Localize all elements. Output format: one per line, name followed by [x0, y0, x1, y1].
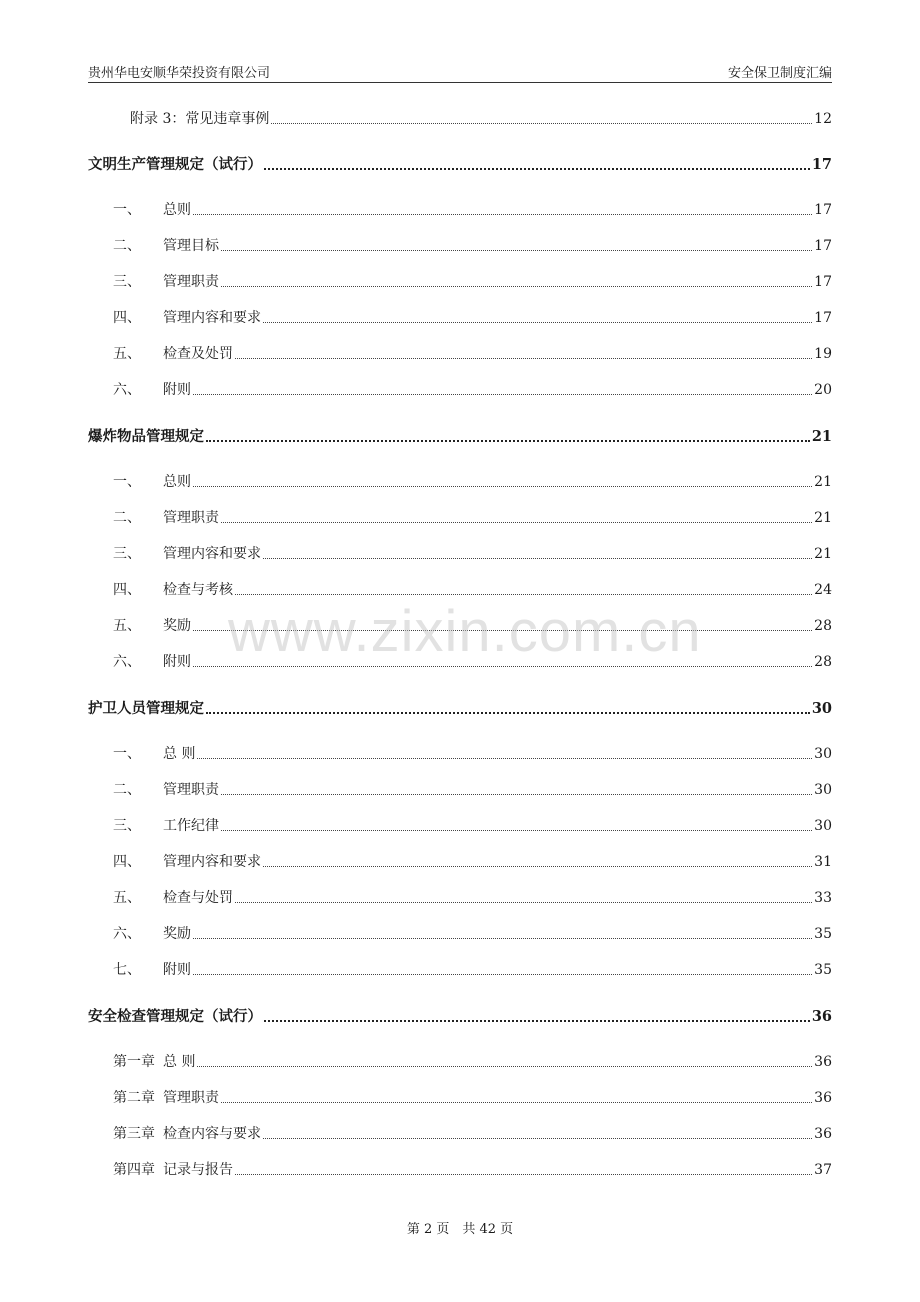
leader-dots: [193, 665, 812, 667]
leader-dots: [221, 793, 812, 795]
toc-page-number: 30: [814, 746, 832, 762]
leader-dots: [193, 937, 812, 939]
toc-entry[interactable]: [88, 743, 832, 763]
toc-entry-label: [113, 961, 191, 979]
toc-entry-text: 工作纪律: [163, 818, 219, 834]
header-company: 贵州华电安顺华荣投资有限公司: [88, 66, 271, 81]
toc-entry-label: [113, 509, 219, 527]
leader-dots: [197, 1065, 812, 1067]
page-footer: 第 2 页 共 42 页: [406, 1222, 514, 1237]
toc-section-heading[interactable]: [88, 426, 832, 446]
toc-entry[interactable]: [88, 959, 832, 979]
toc-entry-label: [113, 1053, 195, 1071]
toc-entry-number: 五、: [113, 618, 141, 634]
toc-page-number: 17: [811, 156, 832, 173]
toc-section-title: 安全检查管理规定（试行）: [88, 1008, 262, 1025]
toc-entry-text: 检查内容与要求: [163, 1126, 261, 1142]
toc-page-number: 12: [814, 111, 832, 127]
toc-entry-number: 第一章: [113, 1054, 155, 1070]
toc-entry[interactable]: [88, 1087, 832, 1107]
toc-entry-text: 管理职责: [163, 510, 219, 526]
toc-entry[interactable]: [88, 199, 832, 219]
toc-entry[interactable]: [88, 271, 832, 291]
toc-entry-number: 一、: [113, 746, 141, 762]
toc-page-number: 21: [814, 510, 832, 526]
toc-page-number: 36: [814, 1090, 832, 1106]
toc-entry-label: [113, 201, 191, 219]
toc-entry-number: 一、: [113, 202, 141, 218]
toc-page-number: 17: [814, 274, 832, 290]
leader-dots: [235, 901, 812, 903]
toc-entry-number: 四、: [113, 582, 141, 598]
toc-entry-number: 二、: [113, 782, 141, 798]
toc-entry-text: 奖励: [163, 618, 191, 634]
toc-entry-number: 三、: [113, 274, 141, 290]
toc-entry[interactable]: [88, 779, 832, 799]
toc-entry-text: 管理职责: [163, 1090, 219, 1106]
toc-page-number: 30: [811, 700, 832, 717]
toc-entry-label: [113, 1125, 261, 1143]
toc-entry-number: 二、: [113, 238, 141, 254]
toc-page-number: 17: [814, 310, 832, 326]
toc-entry[interactable]: [88, 507, 832, 527]
toc-page-number: 36: [814, 1126, 832, 1142]
leader-dots: [271, 122, 812, 124]
toc-entry-number: 五、: [113, 346, 141, 362]
toc-page-number: 21: [811, 428, 832, 445]
page-header: [88, 64, 832, 83]
toc-entry-label: [113, 1161, 233, 1179]
toc-entry-text: 检查与考核: [163, 582, 233, 598]
toc-entry-label: [113, 381, 191, 399]
leader-dots: [235, 1173, 812, 1175]
toc-entry-text: 总则: [163, 202, 191, 218]
toc-page-number: 20: [814, 382, 832, 398]
toc-entry[interactable]: [88, 815, 832, 835]
toc-entry-number: 六、: [113, 654, 141, 670]
toc-page-number: 35: [814, 962, 832, 978]
header-title: 安全保卫制度汇编: [727, 66, 832, 81]
leader-dots: [193, 213, 812, 215]
toc-entry-label: [113, 581, 233, 599]
toc-entry-number: 第二章: [113, 1090, 155, 1106]
toc-entry-text: 检查及处罚: [163, 346, 233, 362]
toc-entry-number: 四、: [113, 310, 141, 326]
toc-section-heading[interactable]: [88, 1006, 832, 1026]
leader-dots: [264, 167, 810, 170]
toc-page-number: 36: [814, 1054, 832, 1070]
toc-section-heading[interactable]: [88, 154, 832, 174]
leader-dots: [263, 557, 812, 559]
toc-entry-appendix[interactable]: [88, 108, 832, 128]
toc-entry-number: 第三章: [113, 1126, 155, 1142]
toc-entry-text: 管理内容和要求: [163, 854, 261, 870]
toc-page-number: 37: [814, 1162, 832, 1178]
leader-dots: [221, 521, 812, 523]
toc-entry-label: [113, 273, 219, 291]
toc-entry-text: 总 则: [163, 1054, 196, 1070]
toc-entry-text: 管理职责: [163, 274, 219, 290]
toc-entry-text: 管理内容和要求: [163, 310, 261, 326]
toc-page-number: 17: [814, 238, 832, 254]
toc-entry-number: 第四章: [113, 1162, 155, 1178]
toc-entry-text: 总则: [163, 474, 191, 490]
toc-entry-label: [113, 473, 191, 491]
toc-entry[interactable]: [88, 543, 832, 563]
toc-entry-label: [113, 889, 233, 907]
toc-entry-number: 七、: [113, 962, 141, 978]
toc-page-number: 21: [814, 546, 832, 562]
toc-entry[interactable]: [88, 471, 832, 491]
toc-entry[interactable]: [88, 1051, 832, 1071]
toc-entry[interactable]: [88, 923, 832, 943]
toc-entry-label: [113, 653, 191, 671]
leader-dots: [235, 357, 812, 359]
toc-entry-label: [113, 237, 219, 255]
toc-entry-label: [113, 545, 261, 563]
toc-entry-label: [113, 345, 233, 363]
toc-page-number: 17: [814, 202, 832, 218]
toc-entry-text: 管理职责: [163, 782, 219, 798]
toc-entry-label: 附录 3：常见违章事例: [130, 111, 270, 127]
toc-section-title: 爆炸物品管理规定: [88, 428, 204, 445]
toc-section-heading[interactable]: [88, 698, 832, 718]
toc-section-title: 文明生产管理规定（试行）: [88, 156, 262, 173]
toc-entry[interactable]: [88, 343, 832, 363]
toc-entry-label: [113, 853, 261, 871]
toc-entry-label: [113, 781, 219, 799]
toc-entry-number: 五、: [113, 890, 141, 906]
watermark: www.zixin.com.cn: [228, 599, 702, 664]
toc-entry-label: [113, 817, 219, 835]
toc-entry-label: [113, 745, 195, 763]
toc-entry-number: 三、: [113, 818, 141, 834]
toc-page-number: 30: [814, 818, 832, 834]
leader-dots: [263, 321, 812, 323]
leader-dots: [197, 757, 812, 759]
toc-entry-label: [113, 309, 261, 327]
toc-entry[interactable]: [88, 379, 832, 399]
toc-page-number: 35: [814, 926, 832, 942]
toc-entry-label: [113, 1089, 219, 1107]
toc-entry-label: [113, 617, 191, 635]
toc-page-number: 24: [814, 582, 832, 598]
leader-dots: [263, 865, 812, 867]
toc-entry[interactable]: [88, 579, 832, 599]
toc-entry-number: 四、: [113, 854, 141, 870]
toc-entry[interactable]: [88, 1159, 832, 1179]
toc-entry[interactable]: [88, 1123, 832, 1143]
toc-entry-label: [113, 925, 191, 943]
leader-dots: [221, 249, 812, 251]
toc-page-number: 31: [814, 854, 832, 870]
toc-entry-text: 管理内容和要求: [163, 546, 261, 562]
toc-entry[interactable]: [88, 887, 832, 907]
toc-page-number: 30: [814, 782, 832, 798]
toc-section-title: 护卫人员管理规定: [88, 700, 204, 717]
toc-entry-text: 附则: [163, 382, 191, 398]
leader-dots: [193, 973, 812, 975]
leader-dots: [264, 1019, 810, 1022]
toc-entry-number: 六、: [113, 926, 141, 942]
toc-page-number: 21: [814, 474, 832, 490]
leader-dots: [206, 711, 810, 714]
leader-dots: [221, 285, 812, 287]
toc-page-number: 28: [814, 654, 832, 670]
toc-entry[interactable]: [88, 235, 832, 255]
leader-dots: [235, 593, 812, 595]
toc-entry[interactable]: [88, 851, 832, 871]
toc-entry-text: 管理目标: [163, 238, 219, 254]
toc-entry-number: 一、: [113, 474, 141, 490]
toc-page-number: 19: [814, 346, 832, 362]
toc-entry-text: 附则: [163, 654, 191, 670]
toc-entry-text: 总 则: [163, 746, 196, 762]
leader-dots: [263, 1137, 812, 1139]
toc-entry-number: 二、: [113, 510, 141, 526]
toc-page-number: 28: [814, 618, 832, 634]
toc-entry-text: 附则: [163, 962, 191, 978]
leader-dots: [193, 393, 812, 395]
toc-page-number: 36: [811, 1008, 832, 1025]
toc-entry-number: 三、: [113, 546, 141, 562]
leader-dots: [221, 829, 812, 831]
toc-entry-text: 检查与处罚: [163, 890, 233, 906]
leader-dots: [193, 485, 812, 487]
leader-dots: [221, 1101, 812, 1103]
toc-page-number: 33: [814, 890, 832, 906]
toc-entry-text: 奖励: [163, 926, 191, 942]
toc-entry[interactable]: [88, 307, 832, 327]
toc-entry-text: 记录与报告: [163, 1162, 233, 1178]
toc-entry-number: 六、: [113, 382, 141, 398]
leader-dots: [206, 439, 810, 442]
